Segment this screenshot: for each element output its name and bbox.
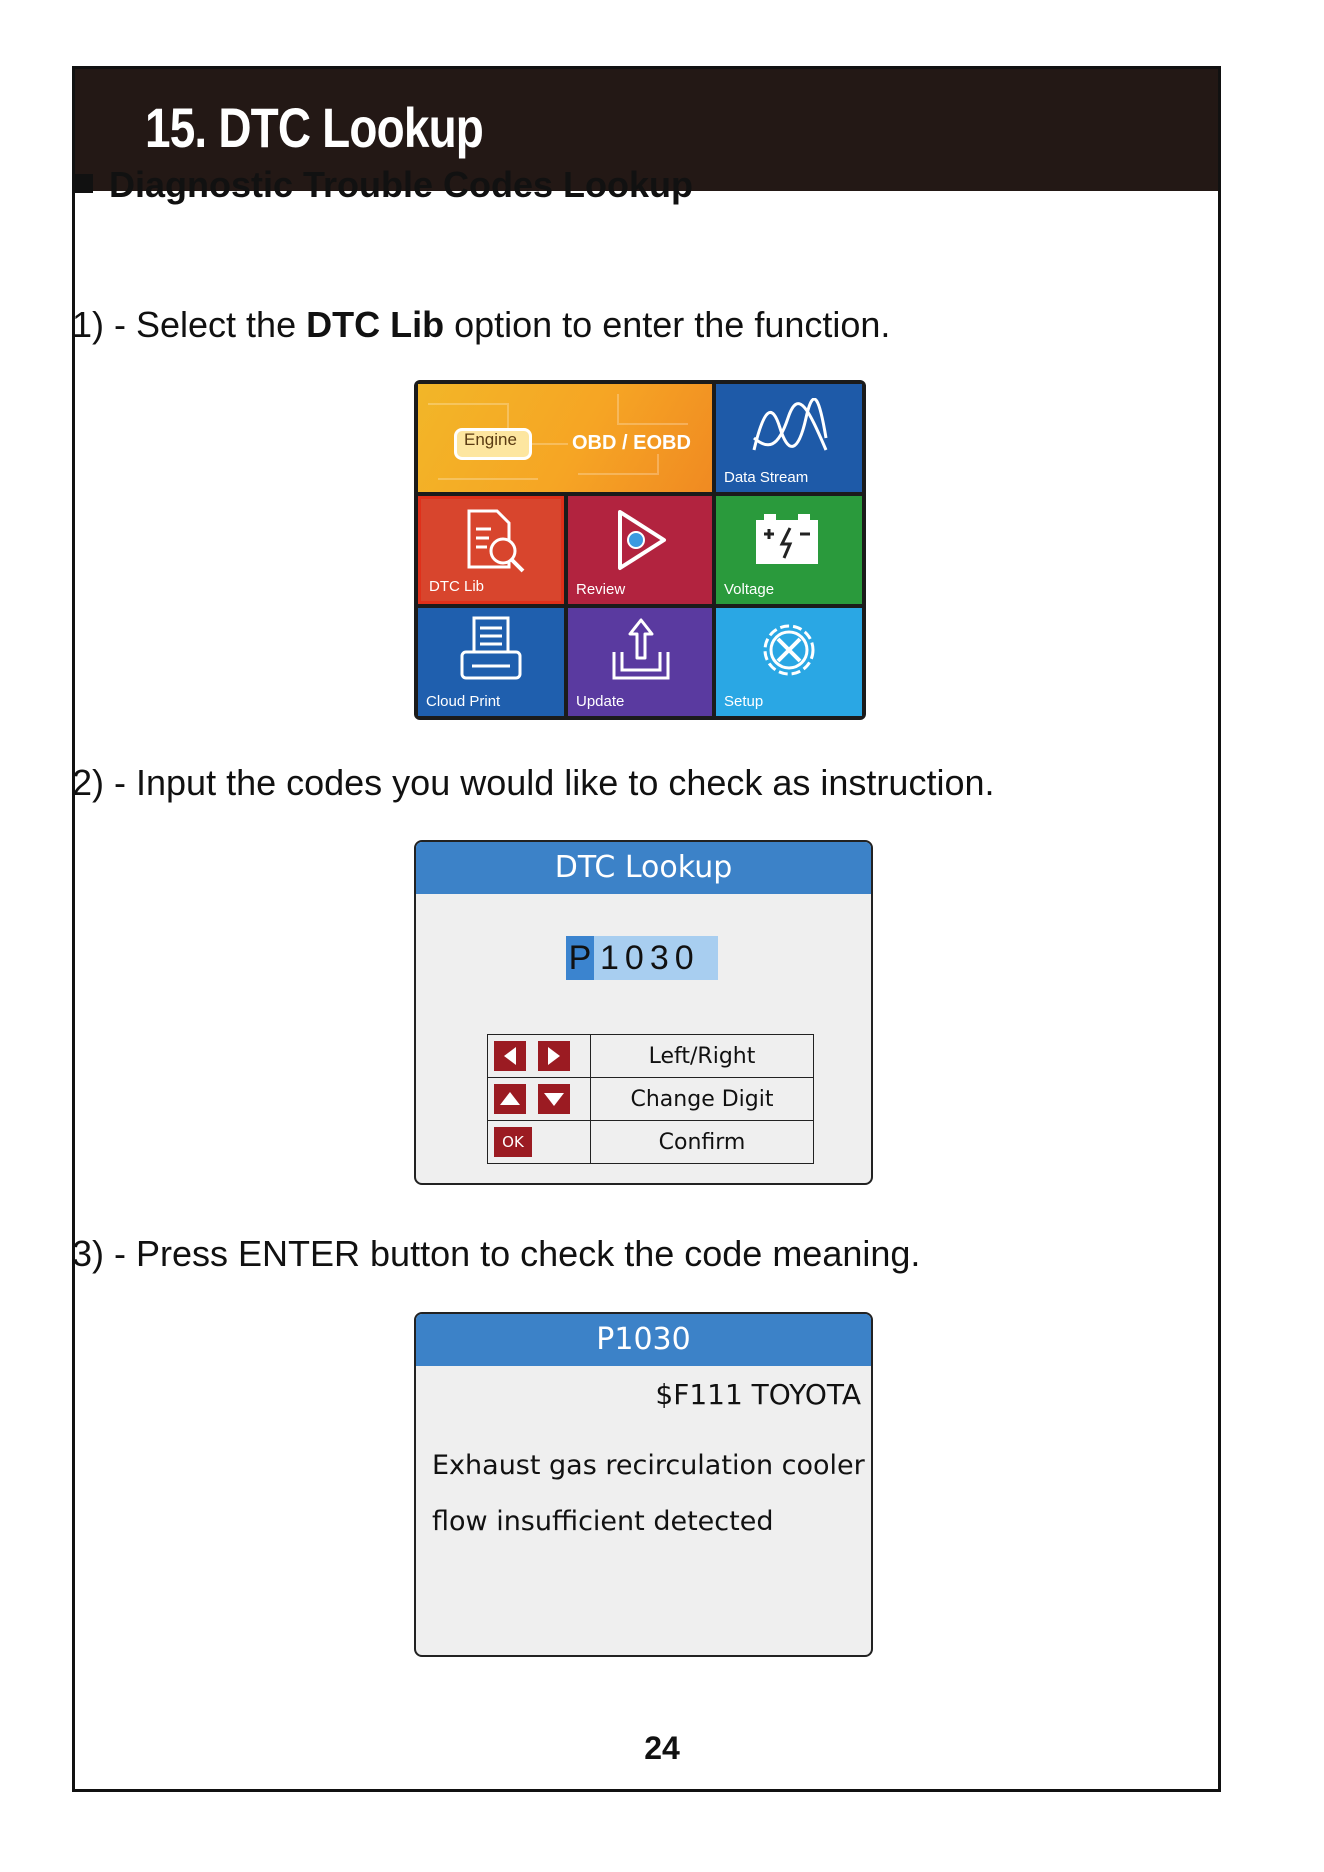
key-row — [488, 1078, 814, 1121]
key-cell — [488, 1121, 591, 1164]
key-description: Left/Right — [591, 1035, 814, 1078]
menu-tile-setup[interactable] — [716, 608, 862, 716]
key-cell — [488, 1035, 591, 1078]
play-icon — [606, 506, 676, 576]
gear-tools-icon — [754, 614, 824, 688]
screen-title: P1030 — [416, 1314, 871, 1366]
step-2: 2) - Input the codes you would like to check as instruction. — [72, 762, 995, 803]
menu-tile-review[interactable] — [568, 496, 712, 604]
obd-label: OBD / EOBD — [572, 432, 691, 454]
battery-icon — [748, 506, 828, 576]
review-label: Review — [576, 581, 626, 598]
menu-tile-cloud-print[interactable] — [418, 608, 564, 716]
dtc-lib-label: DTC Lib — [429, 578, 485, 595]
waveform-icon — [750, 398, 830, 458]
dtc-lookup-screen — [414, 840, 873, 1185]
main-menu-screen — [414, 380, 866, 720]
step-1-text-end: option to enter the function. — [444, 304, 891, 345]
update-label: Update — [576, 693, 625, 710]
data-stream-label: Data Stream — [724, 469, 809, 486]
right-arrow-icon — [538, 1041, 570, 1071]
description-line: flow insufficient detected — [432, 1506, 774, 1537]
step-1-text: 1) - Select the — [72, 304, 307, 345]
key-instructions-table — [487, 1034, 814, 1164]
menu-tile-obd[interactable] — [418, 384, 712, 492]
key-row — [488, 1035, 814, 1078]
menu-tile-dtc-lib[interactable] — [418, 496, 564, 604]
step-1 — [72, 304, 890, 346]
menu-tile-data-stream[interactable] — [716, 384, 862, 492]
cloud-print-label: Cloud Print — [426, 693, 501, 710]
section-heading-text: Diagnostic Trouble Codes Lookup — [109, 164, 694, 205]
bullet-square-icon — [74, 174, 93, 193]
upload-icon — [606, 614, 676, 688]
step-1-bold: DTC Lib — [306, 304, 445, 345]
key-cell — [488, 1078, 591, 1121]
dtc-result-screen — [414, 1312, 873, 1657]
key-description: Change Digit — [591, 1078, 814, 1121]
left-arrow-icon — [494, 1041, 526, 1071]
ok-key-icon: OK — [494, 1127, 532, 1157]
document-search-icon — [459, 507, 529, 577]
printer-icon — [456, 614, 526, 688]
code-description — [432, 1438, 865, 1550]
code-digits[interactable]: 1030 — [594, 936, 718, 980]
key-row — [488, 1121, 814, 1164]
section-heading — [74, 164, 693, 206]
voltage-label: Voltage — [724, 581, 775, 598]
code-prefix[interactable]: P — [566, 936, 594, 980]
page-title: 15. DTC Lookup — [145, 96, 484, 159]
up-arrow-icon — [494, 1084, 526, 1114]
down-arrow-icon — [538, 1084, 570, 1114]
engine-label: Engine — [464, 430, 517, 449]
description-line: Exhaust gas recirculation cooler — [432, 1450, 865, 1481]
setup-label: Setup — [724, 693, 764, 710]
screen-title: DTC Lookup — [416, 842, 871, 894]
key-description: Confirm — [591, 1121, 814, 1164]
menu-tile-update[interactable] — [568, 608, 712, 716]
page-number: 24 — [644, 1730, 680, 1766]
manufacturer-label: $F111 TOYOTA — [655, 1378, 861, 1411]
menu-tile-voltage[interactable] — [716, 496, 862, 604]
step-3: 3) - Press ENTER button to check the code meaning. — [72, 1233, 921, 1274]
